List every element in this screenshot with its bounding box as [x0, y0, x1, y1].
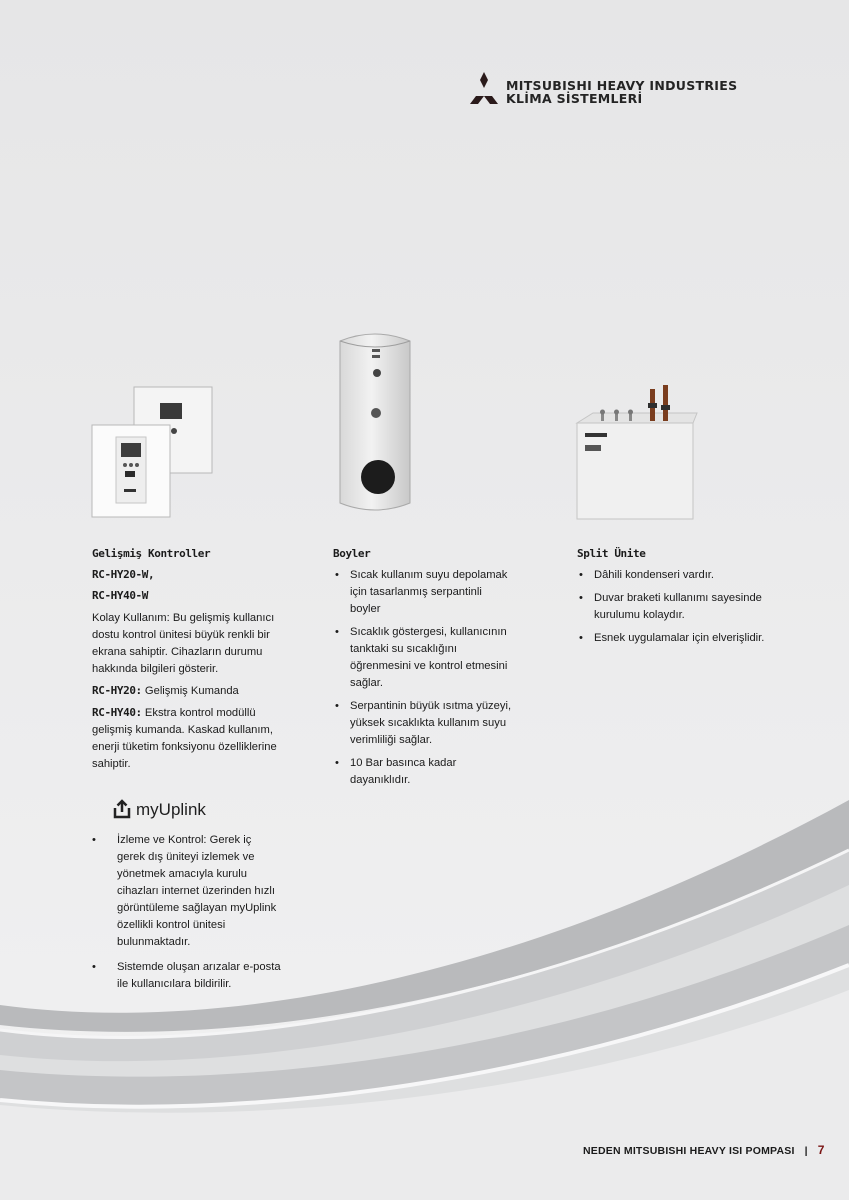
footer-separator: | [804, 1145, 808, 1157]
boiler-section [333, 545, 513, 795]
model-code-2: RC-HY40-W [92, 589, 149, 602]
list-item: • İzleme ve Kontrol: Gerek iç gerek dış üniteyi izlemek ve yönetmek amacıyla kurulu cihazları internet üzerinden hızlı görüntüleme sağlayan myUplink özellikli kontrol ünitesi bulunmaktadır. [92, 832, 282, 951]
controllers-image [90, 385, 215, 520]
hy40-paragraph [92, 704, 282, 773]
advanced-controls-section [92, 545, 282, 773]
brand-logo [466, 72, 786, 108]
split-unit-bullets [577, 567, 777, 647]
list-item: • Sıcaklık göstergesi, kullanıcının tanktaki su sıcaklığını öğrenmesini ve kontrol etmesini sağlar. [333, 624, 513, 692]
split-unit-image [573, 383, 698, 523]
list-item: • 10 Bar basınca kadar dayanıklıdır. [333, 755, 513, 789]
hy20-text: Gelişmiş Kumanda [141, 685, 239, 697]
list-item: • Dâhili kondenseri vardır. [577, 567, 777, 584]
list-item: • Sıcak kullanım suyu depolamak için tasarlanmış serpantinli boyler [333, 567, 513, 618]
boiler-bullets [333, 567, 513, 789]
page-number: 7 [817, 1143, 825, 1157]
boiler-image [335, 327, 415, 517]
page-footer [583, 1143, 825, 1157]
upload-icon [112, 799, 132, 819]
footer-title: NEDEN MITSUBISHI HEAVY ISI POMPASI [583, 1145, 795, 1157]
hy20-paragraph [92, 682, 282, 700]
three-diamonds-logo-icon [466, 72, 502, 106]
split-unit-section [577, 545, 777, 653]
myuplink-text: myUplink [136, 800, 206, 819]
list-item: • Serpantinin büyük ısıtma yüzeyi, yüksek sıcaklıkta kullanım suyu verimliliği sağlar. [333, 698, 513, 749]
myuplink-bullets [92, 832, 282, 1001]
brand-line-1: MITSUBISHI HEAVY INDUSTRIES [506, 78, 738, 93]
section-title: Boyler [333, 547, 371, 560]
list-item: • Duvar braketi kullanımı sayesinde kurulumu kolaydır. [577, 590, 777, 624]
list-item: • Sistemde oluşan arızalar e-posta ile kullanıcılara bildirilir. [92, 959, 282, 993]
section-title: Gelişmiş Kontroller [92, 547, 211, 560]
hy40-text: Ekstra kontrol modüllü gelişmiş kumanda. Kaskad kullanım, enerji tüketim fonksiyonu özelliklerine sahiptir. [92, 707, 277, 770]
list-item: • Esnek uygulamalar için elverişlidir. [577, 630, 777, 647]
section-title: Split Ünite [577, 547, 646, 560]
brand-line-2: KLİMA SİSTEMLERİ [506, 91, 643, 106]
hy20-label: RC-HY20: [92, 684, 142, 697]
hy40-label: RC-HY40: [92, 706, 142, 719]
model-code-1: RC-HY20-W, [92, 568, 155, 581]
intro-paragraph: Kolay Kullanım: Bu gelişmiş kullanıcı dostu kontrol ünitesi büyük renkli bir ekrana sahiptir. Cihazların durumu hakkında bilgileri gösterir. [92, 612, 275, 675]
